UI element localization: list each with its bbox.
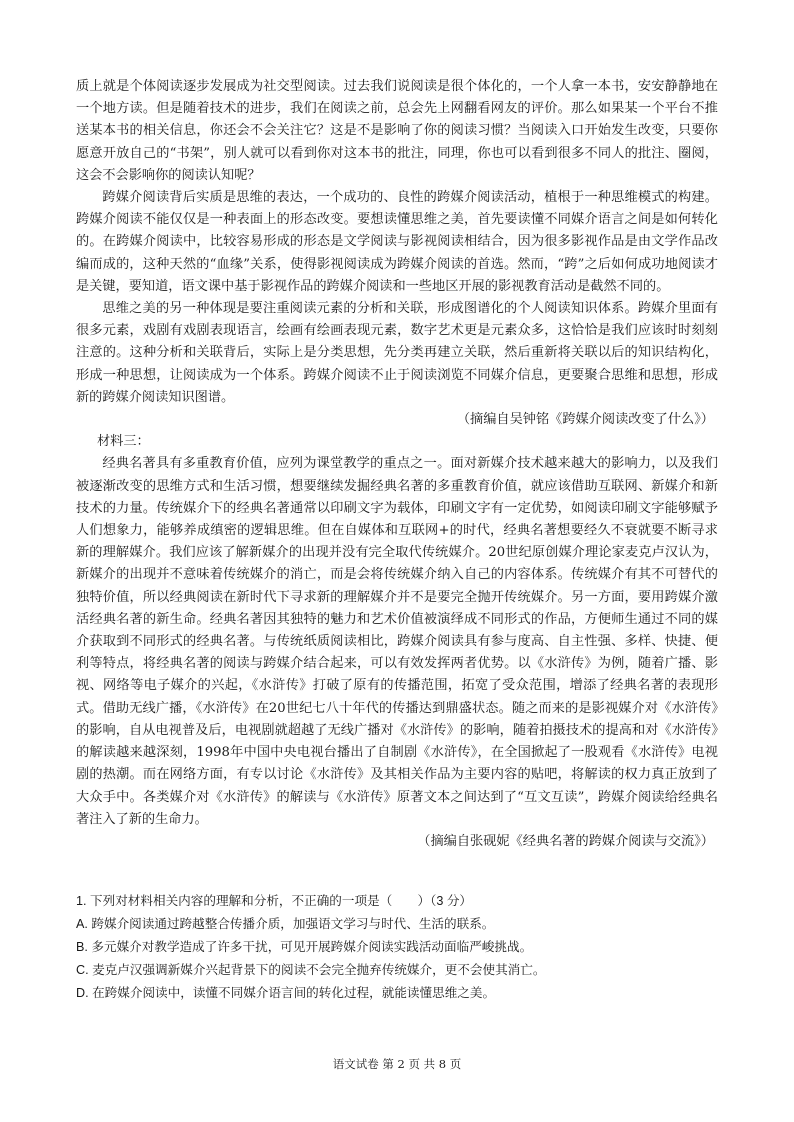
paragraph-3: 思维之美的另一种体现是要注重阅读元素的分析和关联，形成图谱化的个人阅读知识体系。跨媒介里面有很多元素，戏剧有戏剧表现语言，绘画有绘画表现元素，数字艺术更是元素众多，这恰恰是我们应该时时刻刻注意的。这种分析和关联背后，实际上是分类思想，先分类再建立关联，然后重新将关联以后的知识结构化，形成一种思想，让阅读成为一个体系。跨媒介阅读不止于阅读浏览不同媒介信息，更要聚合思维和思想，形成新的跨媒介阅读知识图谱。 [76,301,718,405]
option-c: C. 麦克卢汉强调新媒介兴起背景下的阅读不会完全抛弃传统媒介，更不会使其消亡。 [76,963,546,977]
paragraph-1: 质上就是个体阅读逐步发展成为社交型阅读。过去我们说阅读是很个体化的，一个人拿一本书，安安静静地在一个地方读。但是随着技术的进步，我们在阅读之前，总会先上网翻看网友的评价。那么如果某一个平台不推送某本书的相关信息，你还会不会关注它？这是不是影响了你的阅读习惯？当阅读入口开始发生改变，只要你愿意开放自己的“书架”，别人就可以看到你对这本书的批注，同理，你也可以看到很多不同人的批注、圈阅，这会不会影响你的阅读认知呢？ [76,79,718,183]
paragraph-4: 经典名著具有多重教育价值，应列为课堂教学的重点之一。面对新媒介技术越来越大的影响力，以及我们被逐渐改变的思维方式和生活习惯，想要继续发掘经典名著的多重教育价值，就应该借助互联网、新媒介和新技术的力量。传统媒介下的经典名著通常以印刷文字为载体，印刷文字有一定优势，如阅读印刷文字能够赋予人们想象力，能够养成缜密的逻辑思维。但在自媒体和互联网+的时代，经典名著想要经久不衰就要不断寻求新的理解媒介。我们应该了解新媒介的出现并没有完全取代传统媒介。20世纪原创媒介理论家麦克卢汉认为，新媒介的出现并不意味着传统媒介的消亡，而是会将传统媒介纳入自己的内容体系。传统媒介有其不可替代的独特价值，所以经典阅读在新时代下寻求新的理解媒介并不是要完全抛开传统媒介。另一方面，要用跨媒介激活经典名著的新生命。经典名著因其独特的魅力和艺术价值被演绎成不同形式的作品，方便师生通过不同的媒介获取到不同形式的经典名著。与传统纸质阅读相比，跨媒介阅读具有参与度高、自主性强、多样、快捷、便利等特点，将经典名著的阅读与跨媒介结合起来，可以有效发挥两者优势。以《水浒传》为例，随着广播、影视、网络等电子媒介的兴起，《水浒传》打破了原有的传播范围，拓宽了受众范围，增添了经典名著的表现形式。借助无线广播，《水浒传》在20世纪七八十年代的传播达到鼎盛状态。随之而来的是影视媒介对《水浒传》的影响，自从电视普及后，电视剧就超越了无线广播对《水浒传》的影响，随着拍摄技术的提高和对《水浒传》的解读越来越深刻，1998年中国中央电视台播出了自制剧《水浒传》，在全国掀起了一股观看《水浒传》电视剧的热潮。而在网络方面，有专以讨论《水浒传》及其相关作品为主要内容的贴吧，将解读的权力真正放到了大众手中。各类媒介对《水浒传》的解读与《水浒传》原著文本之间达到了“互文互读”，跨媒介阅读给经典名著注入了新的生命力。 [76,456,718,827]
option-a: A. 跨媒介阅读通过跨越整合传播介质，加强语文学习与时代、生活的联系。 [76,917,495,931]
source-citation-1: （摘编自吴钟铭《跨媒介阅读改变了什么》） [456,412,714,428]
option-b: B. 多元媒介对教学造成了许多干扰，可见开展跨媒介阅读实践活动面临严峻挑战。 [76,940,533,954]
reading-passage [76,76,718,853]
question-stem: 1. 下列对材料相关内容的理解和分析，不正确的一项是（ ）（3 分） [76,894,473,908]
option-d: D. 在跨媒介阅读中，读懂不同媒介语言间的转化过程，就能读懂思维之美。 [76,986,496,1000]
paragraph-2: 跨媒介阅读背后实质是思维的表达，一个成功的、良性的跨媒介阅读活动，植根于一种思维模式的构建。跨媒介阅读不能仅仅是一种表面上的形态改变。要想读懂思维之美，首先要读懂不同媒介语言之间是如何转化的。在跨媒介阅读中，比较容易形成的形态是文学阅读与影视阅读相结合，因为很多影视作品是由文学作品改编而成的，这种天然的“血缘”关系，使得影视阅读成为跨媒介阅读的首选。然而，“跨”之后如何成功地阅读才是关键，要知道，语文课中基于影视作品的跨媒介阅读和一些地区开展的影视教育活动是截然不同的。 [76,190,718,294]
question-1 [76,890,718,1005]
material-three-label: 材料三： [97,434,150,450]
page-footer: 语文试卷 第 2 页 共 8 页 [332,1057,462,1071]
source-citation-2: （摘编自张砚妮《经典名著的跨媒介阅读与交流》） [417,833,714,849]
